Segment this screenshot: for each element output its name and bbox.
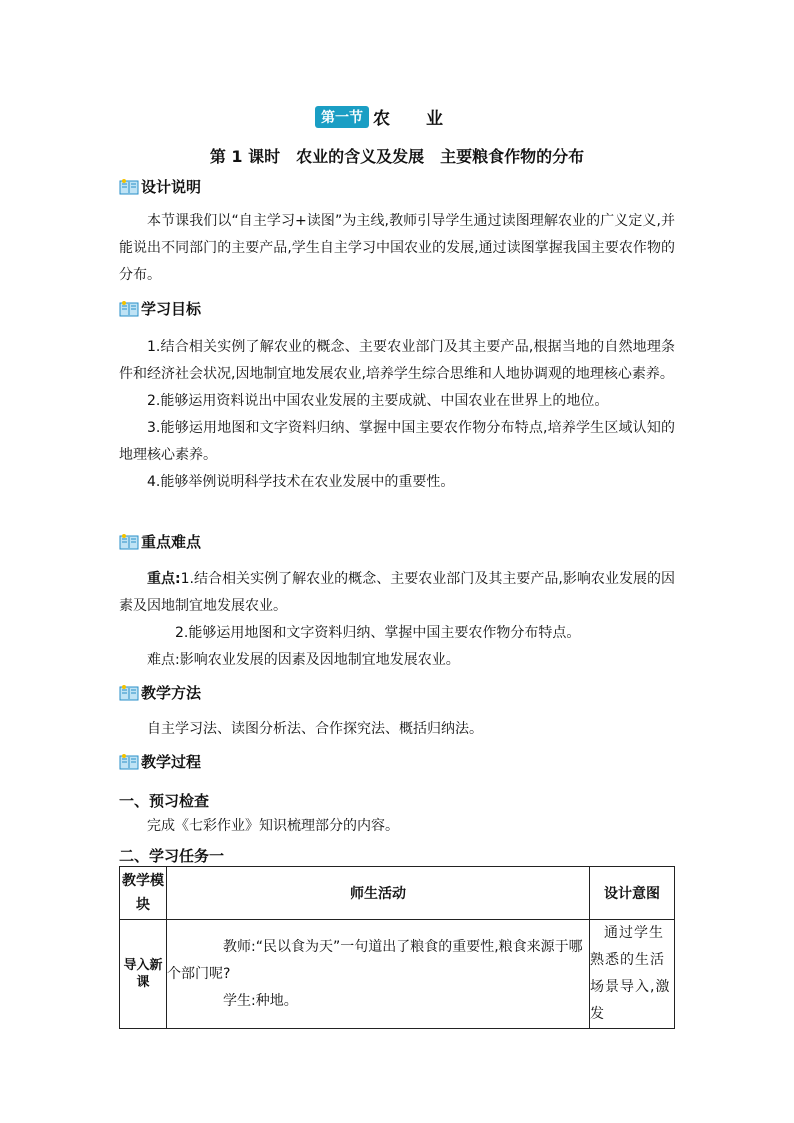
objective-item: 2.能够运用资料说出中国农业发展的主要成就、中国农业在世界上的地位。 bbox=[147, 393, 609, 409]
process-heading: 教学过程 bbox=[119, 751, 201, 773]
methods-heading: 教学方法 bbox=[119, 682, 201, 704]
col-activity-header: 师生活动 bbox=[167, 867, 590, 920]
col-intent-header: 设计意图 bbox=[590, 867, 675, 920]
methods-text: 自主学习法、读图分析法、合作探究法、概括归纳法。 bbox=[147, 721, 483, 737]
lesson-table bbox=[119, 866, 675, 1029]
table-row bbox=[120, 920, 675, 1029]
section-header bbox=[0, 104, 794, 129]
design-heading: 设计说明 bbox=[119, 176, 201, 198]
keypoints-heading: 重点难点 bbox=[119, 531, 201, 553]
module-cell: 导入新课 bbox=[120, 920, 167, 1029]
book-icon bbox=[119, 300, 139, 318]
intent-cell: 通过学生熟悉的生活场景导入,激发 bbox=[590, 920, 675, 1029]
part2-title: 二、学习任务一 bbox=[119, 847, 225, 865]
activity-cell: 教师:“民以食为天”一句道出了粮食的重要性,粮食来源于哪个部门呢? 学生:种地。 bbox=[167, 920, 590, 1029]
col-module-header: 教学模块 bbox=[120, 867, 167, 920]
objective-item: 4.能够举例说明科学技术在农业发展中的重要性。 bbox=[147, 474, 455, 490]
objective-item: 1.结合相关实例了解农业的概念、主要农业部门及其主要产品,根据当地的自然地理条件和经济社会状况,因地制宜地发展农业,培养学生综合思维和人地协调观的地理核心素养。 bbox=[119, 339, 675, 382]
book-icon bbox=[119, 533, 139, 551]
book-icon bbox=[119, 684, 139, 702]
focus-label: 重点: bbox=[147, 571, 181, 587]
lesson-title: 第 1 课时 农业的含义及发展 主要粮食作物的分布 bbox=[209, 147, 585, 166]
design-text: 本节课我们以“自主学习+读图”为主线,教师引导学生通过读图理解农业的广义定义,并能说出不同部门的主要产品,学生自主学习中国农业的发展,通过读图掌握我国主要农作物的分布。 bbox=[119, 213, 675, 283]
book-icon bbox=[119, 178, 139, 196]
part1-text: 完成《七彩作业》知识梳理部分的内容。 bbox=[147, 818, 399, 834]
section-title: 农业 bbox=[373, 109, 479, 129]
objective-item: 3.能够运用地图和文字资料归纳、掌握中国主要农作物分布特点,培养学生区域认知的地理核心素养。 bbox=[119, 420, 675, 463]
keypoints-text: 重点:1.结合相关实例了解农业的概念、主要农业部门及其主要产品,影响农业发展的因素及因地制宜地发展农业。 2.能够运用地图和文字资料归纳、掌握中国主要农作物分布特点。 难点:影响农业发展的因素及因地制宜地发展农业。 bbox=[119, 571, 675, 668]
objectives-heading: 学习目标 bbox=[119, 298, 201, 320]
section-tag: 第一节 bbox=[315, 106, 369, 128]
table-header-row bbox=[120, 867, 675, 920]
part1-title: 一、预习检查 bbox=[119, 792, 210, 810]
book-icon bbox=[119, 753, 139, 771]
objectives-list bbox=[119, 334, 675, 496]
